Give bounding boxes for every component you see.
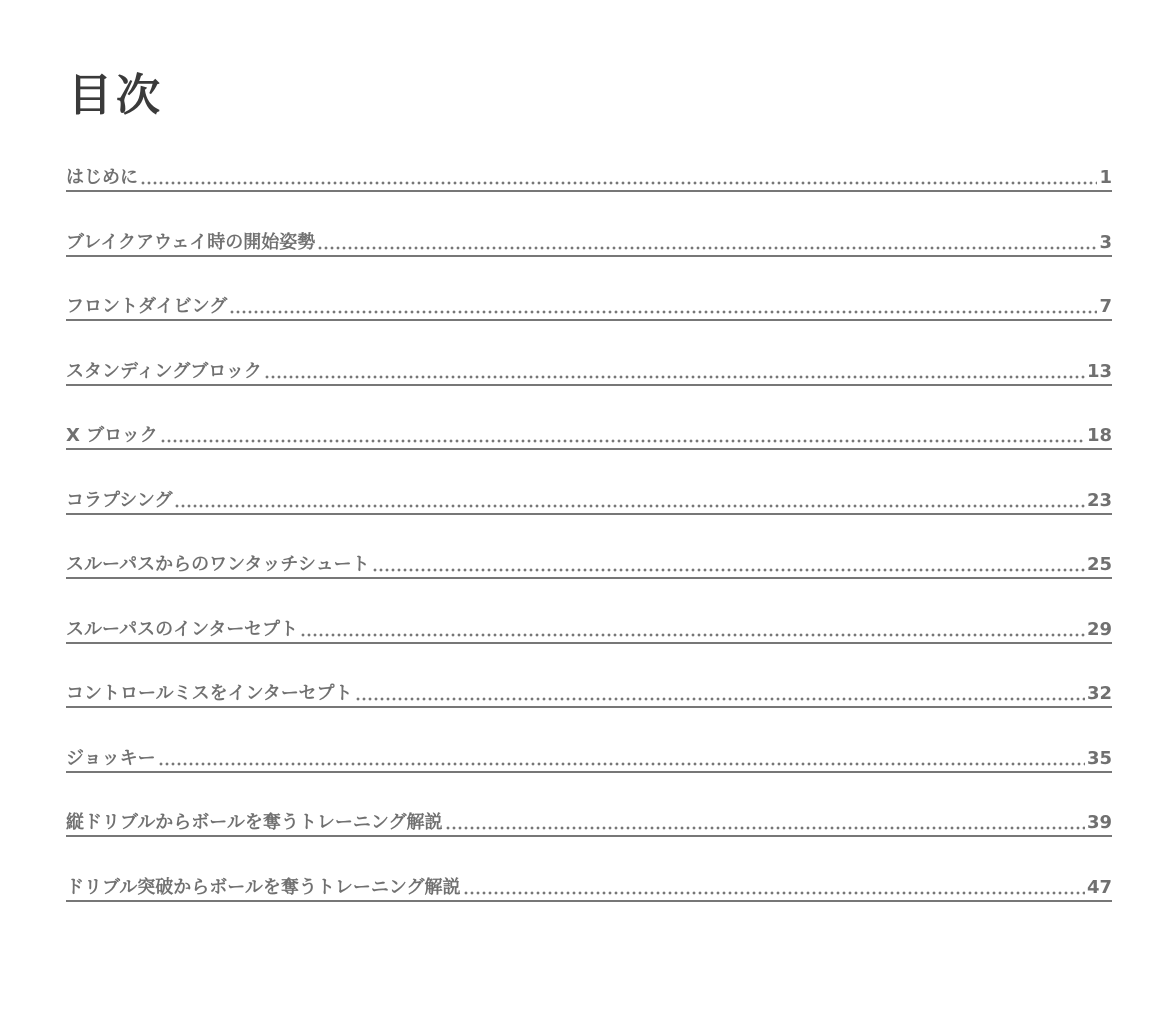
toc-entry-label: ジョッキー [66,747,156,769]
toc-dot-leader [445,826,1085,830]
toc-entry[interactable] [66,741,1112,773]
toc-entry-label: ブレイクアウェイ時の開始姿勢 [66,231,316,253]
toc-entry-label: はじめに [66,167,138,188]
toc-entry-label: スルーパスのインターセプト [66,618,299,640]
toc-entry[interactable] [66,805,1112,837]
toc-entry-label: 縦ドリブルからボールを奪うトレーニング解説 [66,812,443,833]
toc-dot-leader [229,310,1097,314]
toc-dot-leader [158,762,1085,766]
toc-dot-leader [174,504,1084,508]
toc-dot-leader [463,891,1085,895]
toc-page-number: 39 [1086,812,1112,833]
toc-page-number: 23 [1086,489,1112,511]
toc-entry[interactable] [66,676,1112,708]
toc-entry[interactable] [66,870,1112,902]
toc-entry-label: スルーパスからのワンタッチシュート [66,554,370,575]
toc-page-number: 13 [1086,360,1112,382]
toc-dot-leader [140,181,1097,185]
toc-entry-label: コントロールミスをインターセプト [66,683,353,704]
toc-dot-leader [372,568,1085,572]
toc-dot-leader [317,246,1097,250]
toc-page-number: 1 [1099,167,1112,188]
toc-entry[interactable] [66,225,1112,257]
toc-page-number: 18 [1086,425,1112,446]
toc-entry[interactable] [66,483,1112,515]
toc-entry-label: ドリブル突破からボールを奪うトレーニング解説 [66,876,461,898]
toc-dot-leader [160,439,1085,443]
toc-page-number: 29 [1086,618,1112,640]
toc-entry[interactable] [66,160,1112,192]
toc-entry-label: X ブロック [66,425,158,446]
toc-page-number: 32 [1086,683,1112,704]
toc-entry[interactable] [66,354,1112,386]
toc-dot-leader [264,375,1085,379]
toc-dot-leader [355,697,1085,701]
toc-entry-label: スタンディングブロック [66,360,262,382]
toc-page-number: 35 [1086,747,1112,769]
toc-page-number: 47 [1086,876,1112,898]
toc-entry[interactable] [66,289,1112,321]
toc-dot-leader [300,633,1085,637]
toc-entry[interactable] [66,612,1112,644]
toc-page-number: 25 [1086,554,1112,575]
toc-entry-label: フロントダイビング [66,296,228,317]
toc-entry-label: コラプシング [66,489,173,511]
toc-page-number: 3 [1099,231,1112,253]
toc-entry[interactable] [66,547,1112,579]
toc-page-number: 7 [1099,296,1112,317]
toc-heading: 目次 [68,70,164,121]
toc-entry[interactable] [66,418,1112,450]
